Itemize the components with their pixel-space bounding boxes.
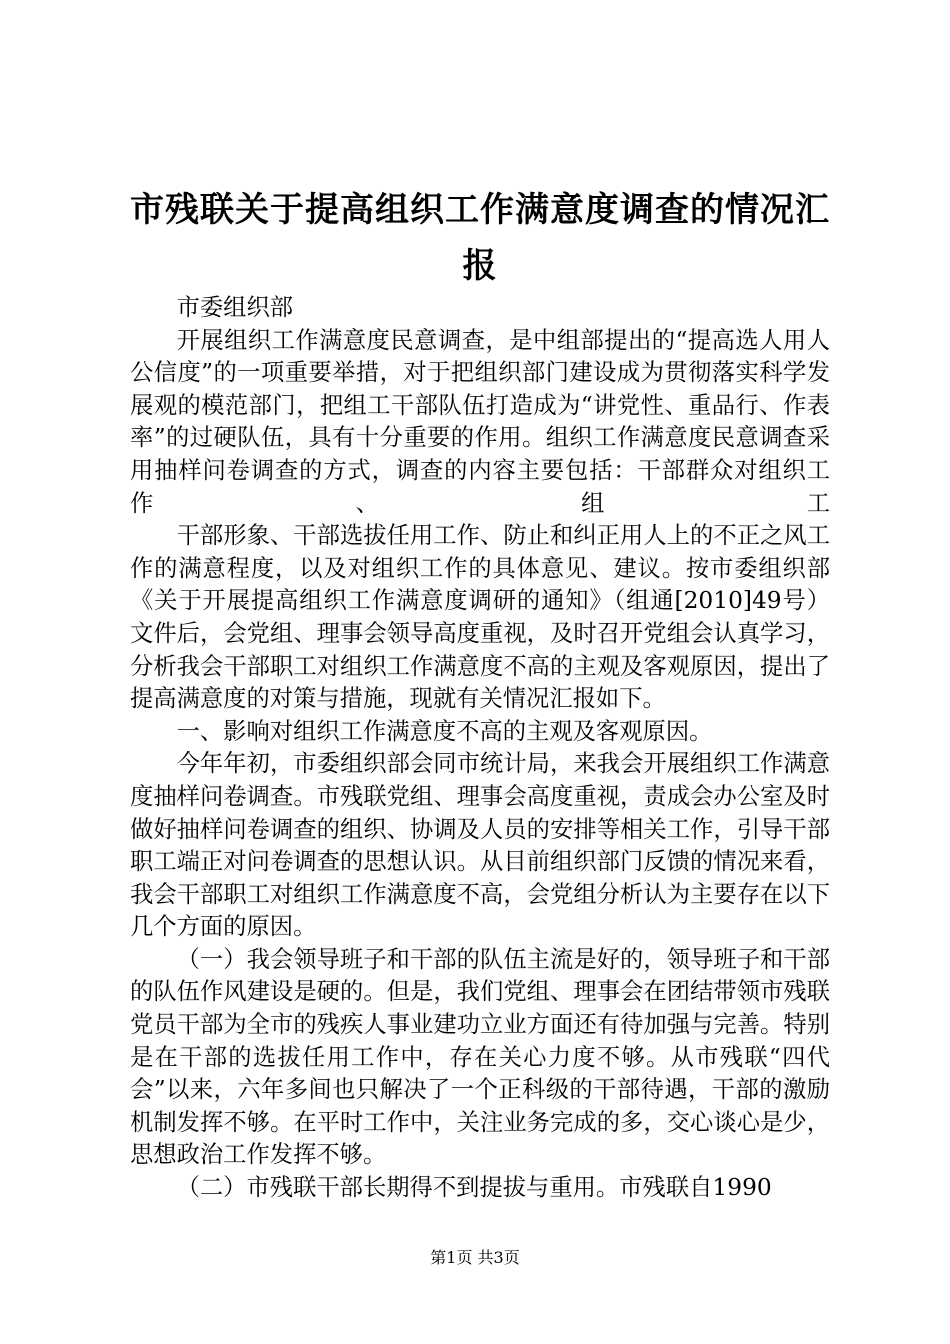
- addressee: 市委组织部: [176, 294, 294, 321]
- paragraph-4: （一）我会领导班子和干部的队伍主流是好的，领导班子和干部的队伍作风建设是硬的。但是，我们党组、理事会在团结带领市残联党员干部为全市的残疾人事业建功立业方面还有待加强与完善。特别是在干部的选拔任用工作中，存在关心力度不够。从市残联“四代会”以来，六年多间也只解决了一个正科级的干部待遇，干部的激励机制发挥不够。在平时工作中，关注业务完成的多，交心谈心是少，思想政治工作发挥不够。: [130, 945, 830, 1169]
- section-heading-1: 一、影响对组织工作满意度不高的主观及客观原因。: [176, 717, 713, 745]
- page-footer: 第1页 共3页: [430, 1248, 520, 1267]
- document-body: [130, 292, 830, 1205]
- document-title-line-2: 报: [462, 246, 498, 286]
- paragraph-5: （二）市残联干部长期得不到提拔与重用。市残联自1990: [176, 1174, 772, 1202]
- paragraph-3: 今年年初，市委组织部会同市统计局，来我会开展组织工作满意度抽样问卷调查。市残联党组、理事会高度重视，责成会办公室及时做好抽样问卷调查的组织、协调及人员的安排等相关工作，引导干部职工端正对问卷调查的思想认识。从目前组织部门反馈的情况来看，我会干部职工对组织工作满意度不高，会党组分析认为主要存在以下几个方面的原因。: [130, 750, 830, 941]
- paragraph-1: 开展组织工作满意度民意调查，是中组部提出的“提高选人用人公信度”的一项重要举措，对于把组织部门建设成为贯彻落实科学发展观的模范部门，把组工干部队伍打造成为“讲党性、重品行、作表率”的过硬队伍，具有十分重要的作用。组织工作满意度民意调查采用抽样问卷调查的方式，调查的内容主要包括：干部群众对组织工作、组工: [130, 326, 830, 517]
- paragraph-2: 干部形象、干部选拔任用工作、防止和纠正用人上的不正之风工作的满意程度，以及对组织工作的具体意见、建议。按市委组织部《关于开展提高组织工作满意度调研的通知》（组通[2010]49号）文件后，会党组、理事会领导高度重视，及时召开党组会认真学习，分析我会干部职工对组织工作满意度不高的主观及客观原因，提出了提高满意度的对策与措施，现就有关情况汇报如下。: [130, 522, 830, 713]
- document-title-line-1: 市残联关于提高组织工作满意度调查的情况汇: [130, 190, 830, 230]
